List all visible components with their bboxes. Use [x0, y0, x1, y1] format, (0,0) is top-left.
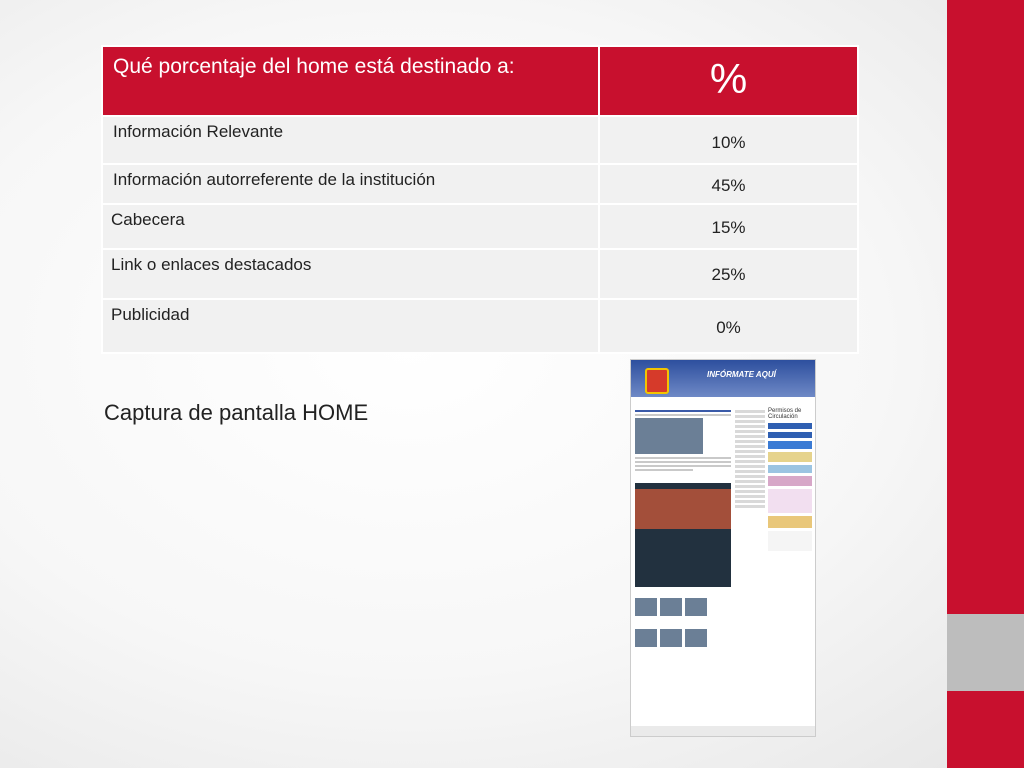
thumb	[685, 629, 707, 647]
row-label: Publicidad	[111, 305, 190, 324]
menu-item	[735, 410, 765, 413]
thumbnail-main-column	[635, 408, 731, 650]
menu-item	[735, 475, 765, 478]
gallery-tent	[635, 489, 731, 529]
thumbnail-menu	[735, 408, 765, 510]
ad-block	[768, 465, 812, 473]
row-label: Link o enlaces destacados	[111, 255, 312, 274]
ad-block	[768, 423, 812, 429]
row-value-cell	[599, 204, 858, 249]
menu-item	[735, 455, 765, 458]
table-row	[102, 164, 858, 204]
menu-item	[735, 440, 765, 443]
row-value: 25%	[711, 265, 746, 284]
spacer	[635, 473, 731, 483]
row-label-cell	[102, 299, 599, 353]
menu-item	[735, 430, 765, 433]
thumb	[635, 629, 657, 647]
text-line	[635, 457, 731, 459]
thumb-grid-row	[635, 629, 731, 650]
table-header-question: Qué porcentaje del home está destinado a:	[102, 46, 599, 116]
ad-block	[768, 489, 812, 513]
menu-item	[735, 450, 765, 453]
row-value-cell	[599, 116, 858, 164]
row-label-cell	[102, 116, 599, 164]
row-label-cell	[102, 249, 599, 299]
table-row	[102, 116, 858, 164]
text-line	[635, 465, 731, 467]
row-label-cell	[102, 204, 599, 249]
row-value: 0%	[716, 318, 741, 337]
row-label: Cabecera	[111, 210, 185, 229]
table-row	[102, 204, 858, 249]
row-label: Información Relevante	[113, 122, 284, 141]
text-line	[635, 469, 693, 471]
decorative-side-bar	[947, 0, 1024, 768]
percentage-table	[101, 45, 859, 354]
headline-bar	[635, 410, 731, 412]
row-label-cell	[102, 164, 599, 204]
table-row	[102, 299, 858, 353]
menu-item	[735, 470, 765, 473]
row-value-cell	[599, 299, 858, 353]
menu-item	[735, 465, 765, 468]
menu-item	[735, 415, 765, 418]
row-value: 15%	[711, 218, 746, 237]
table-header-row	[102, 46, 858, 116]
ad-block	[768, 476, 812, 486]
menu-item	[735, 505, 765, 508]
spacer	[635, 590, 731, 598]
menu-item	[735, 495, 765, 498]
ad-block	[768, 516, 812, 528]
thumb	[660, 629, 682, 647]
thumbnail-footer	[631, 726, 815, 736]
menu-item	[735, 485, 765, 488]
menu-item	[735, 425, 765, 428]
screenshot-caption: Captura de pantalla HOME	[104, 400, 369, 425]
news-photo	[635, 418, 703, 454]
row-value: 45%	[711, 176, 746, 195]
row-value-cell	[599, 164, 858, 204]
thumbnail-header	[631, 360, 815, 397]
ad-block	[768, 441, 812, 449]
table-row	[102, 249, 858, 299]
menu-item	[735, 445, 765, 448]
thumb	[685, 598, 707, 616]
text-line	[635, 414, 731, 416]
gallery-photo	[635, 483, 731, 587]
text-line	[635, 461, 731, 463]
menu-item	[735, 490, 765, 493]
menu-item	[735, 500, 765, 503]
menu-item	[735, 480, 765, 483]
ad-block	[768, 432, 812, 438]
thumbnail-banner-text: INFÓRMATE AQUÍ	[707, 370, 776, 379]
row-value: 10%	[711, 133, 746, 152]
thumb-grid-row	[635, 598, 731, 619]
thumb	[635, 598, 657, 616]
home-screenshot-thumbnail	[630, 359, 816, 737]
ad-block	[768, 531, 812, 551]
menu-item	[735, 460, 765, 463]
thumb	[660, 598, 682, 616]
thumbnail-right-column	[768, 408, 812, 554]
row-value-cell	[599, 249, 858, 299]
table-header-percent: %	[599, 46, 858, 116]
permisos-text: Permisos de Circulación	[768, 408, 802, 420]
municipal-logo-icon	[645, 368, 669, 394]
row-label: Información autorreferente de la institución	[113, 170, 436, 189]
decorative-grey-block	[947, 614, 1024, 691]
menu-item	[735, 435, 765, 438]
menu-item	[735, 420, 765, 423]
ad-block	[768, 452, 812, 462]
